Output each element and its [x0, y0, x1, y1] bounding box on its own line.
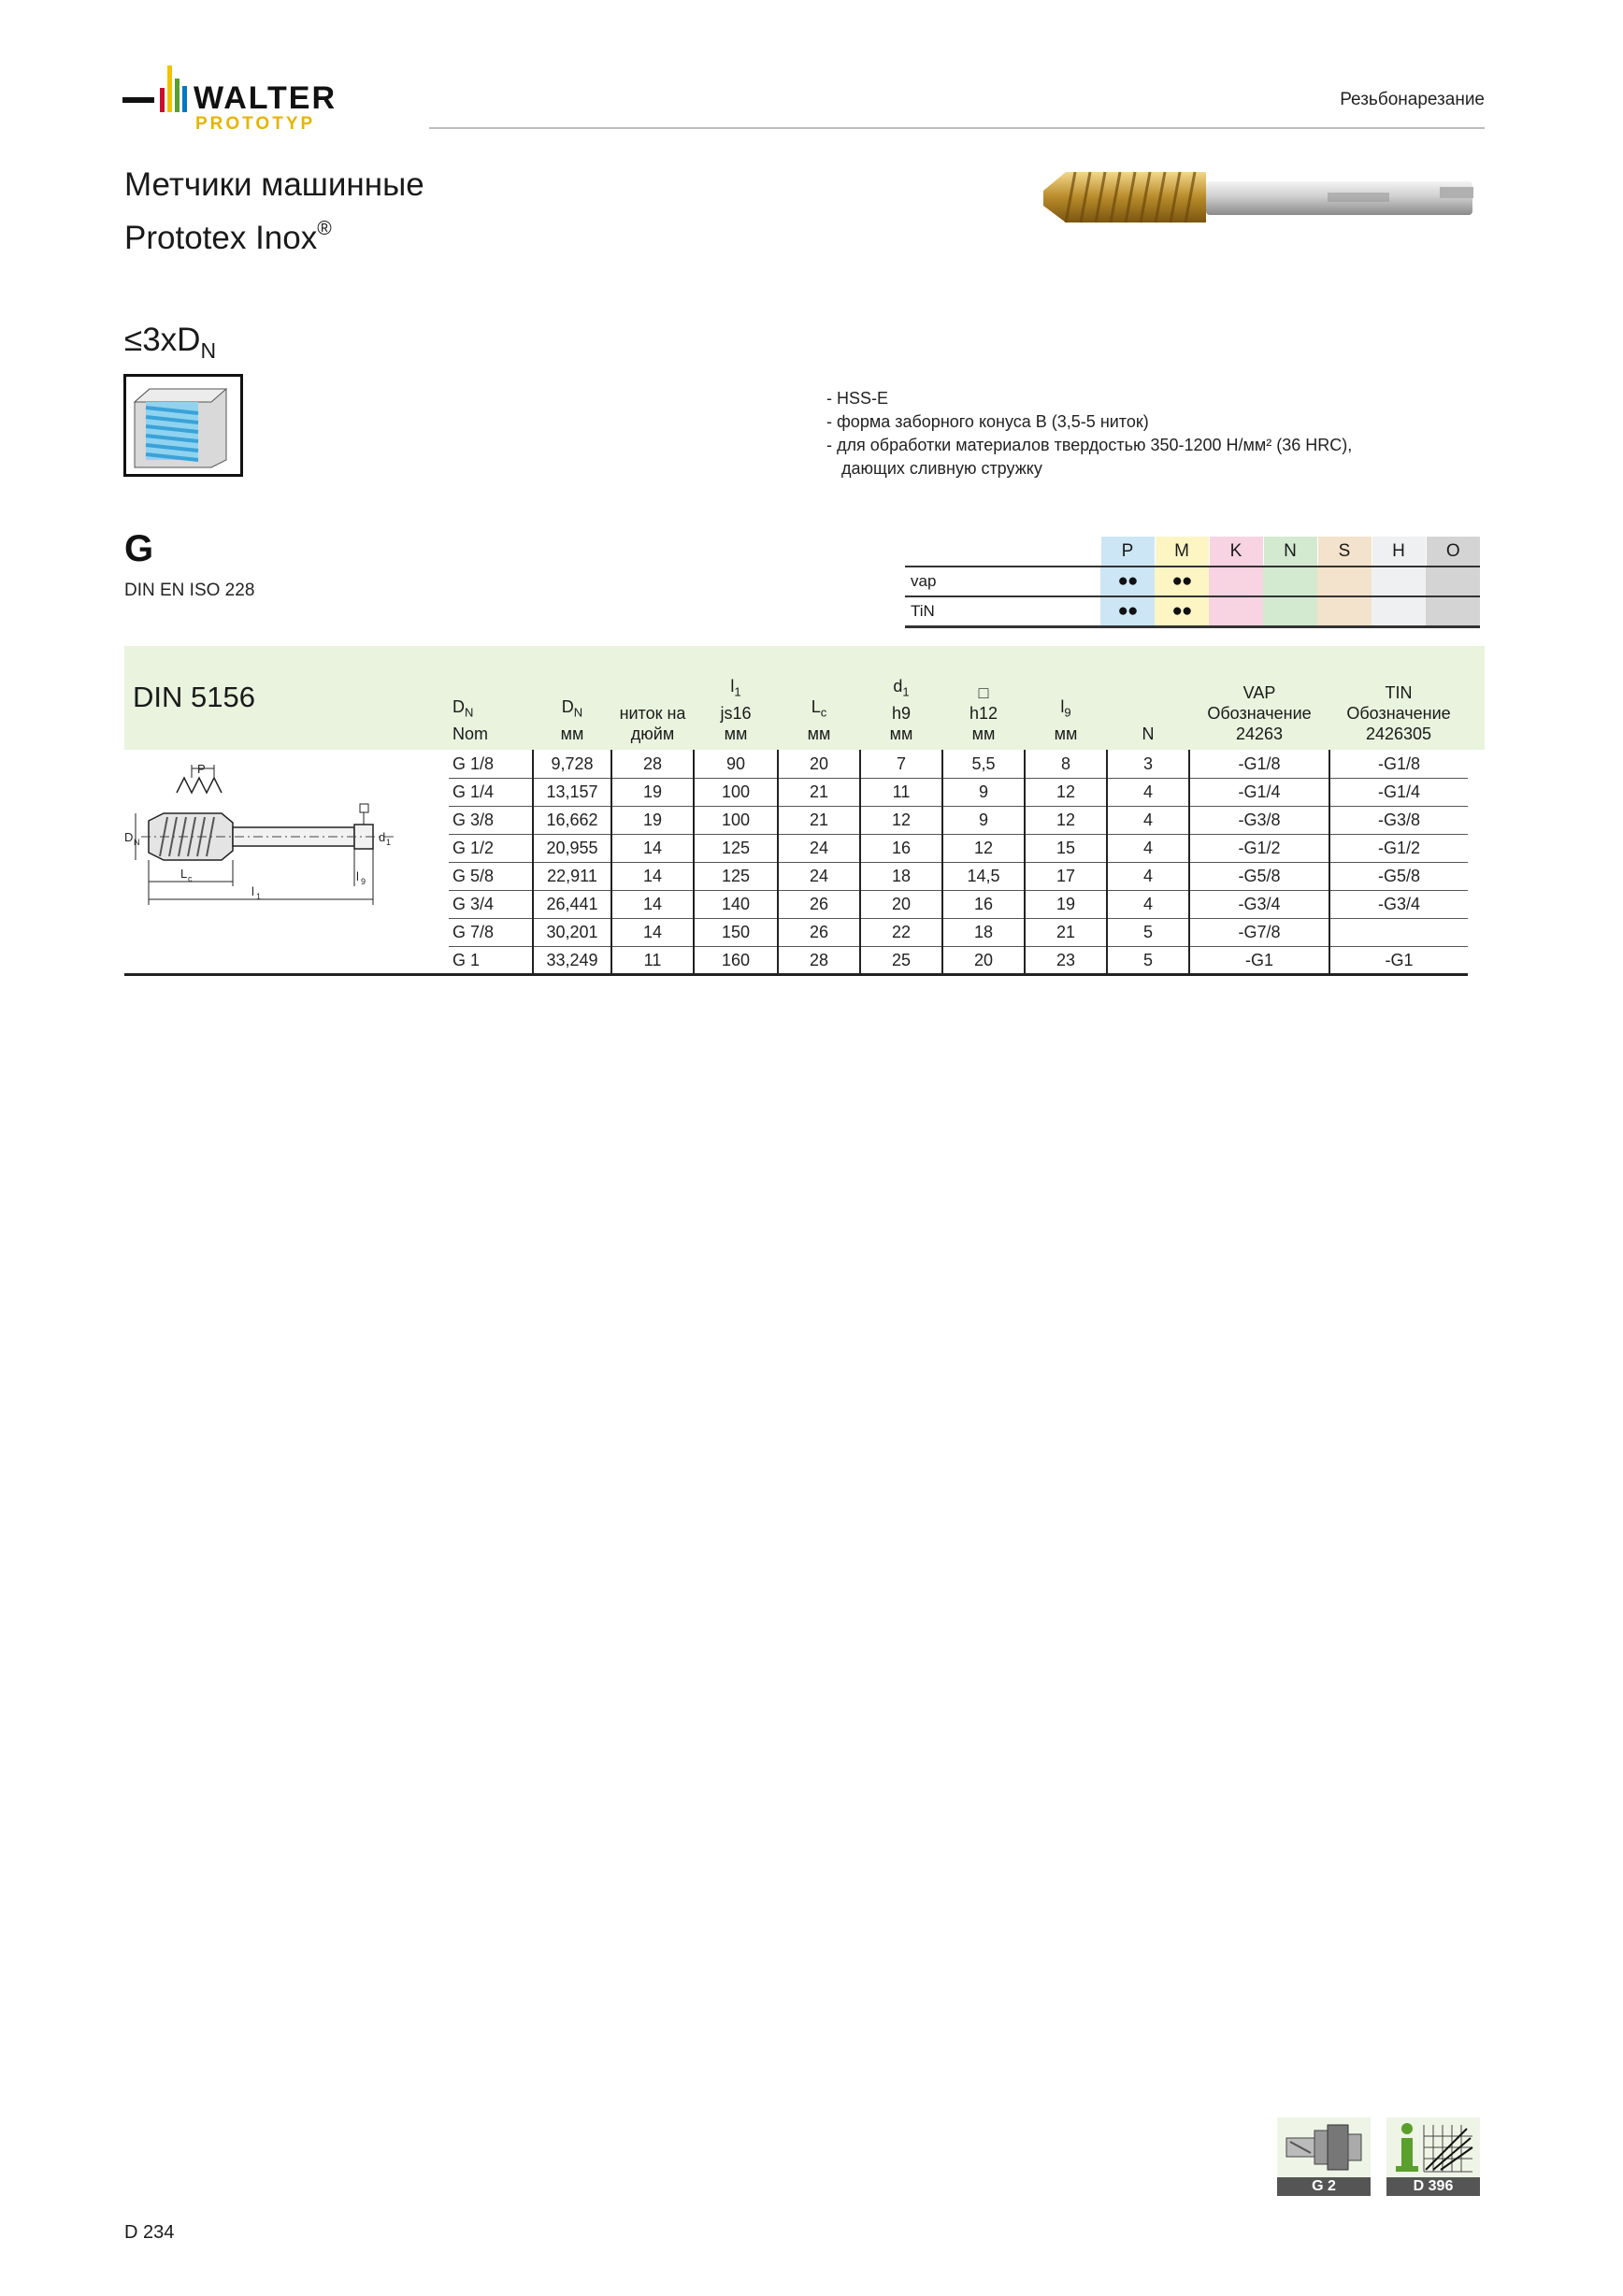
cell-l1: 125	[694, 834, 778, 862]
cell-lc: 26	[778, 890, 860, 918]
tap-dimension-diagram	[122, 755, 403, 924]
suitability-mark: ●●	[1155, 596, 1209, 626]
cell-lc: 24	[778, 862, 860, 890]
cell-sq: 20	[942, 946, 1025, 974]
cell-tin: -G3/4	[1329, 890, 1468, 918]
cell-l9: 15	[1025, 834, 1107, 862]
suitability-mark	[1372, 596, 1426, 626]
cell-vap: -G3/8	[1189, 806, 1329, 834]
depth-label: $\le 3xD_N$	[124, 322, 217, 363]
coating-label: TiN	[905, 596, 1100, 626]
col-vap: VAP Обозначение 24263	[1207, 683, 1312, 743]
col-tin: TIN Обозначение 2426305	[1346, 683, 1451, 743]
cell-n: 4	[1107, 862, 1189, 890]
cell-tin: -G5/8	[1329, 862, 1468, 890]
matrix-row	[905, 567, 1480, 596]
matrix-row	[905, 596, 1480, 626]
suitability-mark	[1426, 567, 1480, 596]
material-group-s: S	[1317, 537, 1372, 567]
cell-n: 5	[1107, 946, 1189, 974]
table-row	[449, 778, 1468, 806]
cell-nom: G 1/2	[449, 834, 533, 862]
din-standard-title: DIN 5156	[133, 681, 255, 713]
cell-sq: 14,5	[942, 862, 1025, 890]
cell-nom: G 1/8	[449, 750, 533, 778]
cell-dn: 13,157	[533, 778, 611, 806]
feature-item: - форма заборного конуса В (3,5-5 ниток)	[826, 410, 1406, 434]
cell-n: 4	[1107, 806, 1189, 834]
title-line-2: Prototex Inox®	[124, 218, 332, 256]
cell-l1: 90	[694, 750, 778, 778]
cell-l1: 100	[694, 806, 778, 834]
cell-l1: 150	[694, 918, 778, 946]
cell-sq: 9	[942, 806, 1025, 834]
svg-text:1: 1	[386, 838, 392, 847]
cell-nom: G 1/4	[449, 778, 533, 806]
feature-item: - HSS-E	[826, 387, 1406, 410]
material-group-h: H	[1372, 537, 1426, 567]
svg-text:N: N	[134, 838, 140, 847]
material-matrix	[905, 537, 1480, 628]
cell-tin: -G3/8	[1329, 806, 1468, 834]
cell-tpi: 14	[611, 890, 694, 918]
col-square: □ h12 мм	[969, 683, 998, 743]
matrix-corner	[905, 537, 1100, 567]
cell-lc: 21	[778, 806, 860, 834]
dimension-table	[449, 646, 1468, 976]
material-group-o: O	[1426, 537, 1480, 567]
suitability-mark: ●●	[1100, 596, 1155, 626]
cell-vap: -G3/4	[1189, 890, 1329, 918]
info-chart-icon	[1386, 2117, 1480, 2177]
reference-g2[interactable]	[1277, 2117, 1371, 2196]
suitability-mark: ●●	[1100, 567, 1155, 596]
cell-sq: 16	[942, 890, 1025, 918]
cell-tin: -G1	[1329, 946, 1468, 974]
cell-l1: 160	[694, 946, 778, 974]
cell-nom: G 1	[449, 946, 533, 974]
cell-sq: 12	[942, 834, 1025, 862]
cell-d1: 11	[860, 778, 942, 806]
reference-label: G 2	[1277, 2177, 1371, 2196]
material-group-p: P	[1100, 537, 1155, 567]
svg-text:P: P	[197, 762, 206, 776]
suitability-mark	[1263, 596, 1317, 626]
tap-product-image	[1038, 159, 1487, 234]
cell-l9: 19	[1025, 890, 1107, 918]
suitability-mark	[1209, 596, 1263, 626]
table-bottom-rule	[124, 973, 449, 976]
cell-vap: -G1/2	[1189, 834, 1329, 862]
cell-n: 4	[1107, 778, 1189, 806]
tap-holder-icon	[1277, 2117, 1371, 2177]
cell-n: 4	[1107, 890, 1189, 918]
cell-d1: 16	[860, 834, 942, 862]
cell-tin	[1329, 918, 1468, 946]
col-lc: $L_c$ мм	[807, 697, 831, 743]
cell-tpi: 11	[611, 946, 694, 974]
cell-n: 3	[1107, 750, 1189, 778]
cell-nom: G 3/4	[449, 890, 533, 918]
suitability-mark	[1426, 596, 1480, 626]
coating-label: vap	[905, 567, 1100, 596]
svg-text:L: L	[180, 867, 188, 881]
registered-mark: ®	[317, 218, 332, 239]
cell-d1: 25	[860, 946, 942, 974]
section-label: Резьбонарезание	[1340, 90, 1485, 109]
svg-text:9: 9	[361, 877, 366, 886]
suitability-mark	[1372, 567, 1426, 596]
table-row	[449, 750, 1468, 778]
cell-tpi: 19	[611, 806, 694, 834]
cell-dn: 20,955	[533, 834, 611, 862]
svg-text:1: 1	[256, 892, 262, 901]
col-n: N	[1142, 725, 1155, 743]
table-row	[449, 918, 1468, 946]
cell-lc: 26	[778, 918, 860, 946]
cell-l1: 125	[694, 862, 778, 890]
cell-dn: 9,728	[533, 750, 611, 778]
cell-d1: 12	[860, 806, 942, 834]
page-number: D 234	[124, 2222, 175, 2243]
header-divider	[429, 127, 1485, 129]
svg-text:d: d	[379, 830, 386, 844]
cell-dn: 22,911	[533, 862, 611, 890]
svg-text:PROTOTYP: PROTOTYP	[195, 114, 316, 133]
thread-type: G	[124, 528, 154, 569]
cell-sq: 9	[942, 778, 1025, 806]
cell-nom: G 5/8	[449, 862, 533, 890]
walter-prototyp-logo	[122, 58, 403, 133]
cell-lc: 28	[778, 946, 860, 974]
cell-l1: 100	[694, 778, 778, 806]
thread-standard: DIN EN ISO 228	[124, 581, 255, 600]
cell-lc: 20	[778, 750, 860, 778]
cell-tpi: 19	[611, 778, 694, 806]
table-row	[449, 946, 1468, 974]
col-d1: $d_1$ h9 мм	[889, 677, 913, 743]
cell-dn: 16,662	[533, 806, 611, 834]
reference-d396[interactable]	[1386, 2117, 1480, 2196]
cell-d1: 7	[860, 750, 942, 778]
material-group-n: N	[1263, 537, 1317, 567]
cell-nom: G 7/8	[449, 918, 533, 946]
svg-text:l: l	[251, 884, 254, 898]
cell-dn: 33,249	[533, 946, 611, 974]
svg-text:l: l	[356, 869, 359, 883]
cell-dn: 30,201	[533, 918, 611, 946]
cell-nom: G 3/8	[449, 806, 533, 834]
cell-tpi: 14	[611, 834, 694, 862]
cell-d1: 18	[860, 862, 942, 890]
cell-vap: -G1/8	[1189, 750, 1329, 778]
svg-text:WALTER: WALTER	[194, 80, 338, 116]
cell-d1: 20	[860, 890, 942, 918]
title-line-1: Метчики машинные	[124, 166, 424, 203]
cell-dn: 26,441	[533, 890, 611, 918]
col-tpi: ниток на дюйм	[619, 704, 686, 743]
cell-tpi: 14	[611, 862, 694, 890]
cell-l9: 21	[1025, 918, 1107, 946]
cell-tpi: 14	[611, 918, 694, 946]
cell-vap: -G5/8	[1189, 862, 1329, 890]
material-group-m: M	[1155, 537, 1209, 567]
cell-n: 5	[1107, 918, 1189, 946]
suitability-mark	[1209, 567, 1263, 596]
material-group-k: K	[1209, 537, 1263, 567]
suitability-mark	[1263, 567, 1317, 596]
cell-l9: 17	[1025, 862, 1107, 890]
cell-vap: -G1/4	[1189, 778, 1329, 806]
cell-l9: 23	[1025, 946, 1107, 974]
cell-tin: -G1/4	[1329, 778, 1468, 806]
feature-list	[826, 387, 1406, 481]
cell-l1: 140	[694, 890, 778, 918]
cell-l9: 12	[1025, 778, 1107, 806]
cell-tpi: 28	[611, 750, 694, 778]
cell-vap: -G7/8	[1189, 918, 1329, 946]
feature-item: - для обработки материалов твердостью 350-1200 Н/мм² (36 HRC), дающих сливную стружку	[826, 434, 1406, 481]
blind-hole-icon	[123, 374, 243, 477]
cell-tin: -G1/2	[1329, 834, 1468, 862]
cell-lc: 24	[778, 834, 860, 862]
product-title	[124, 163, 424, 260]
col-dn-mm: $D_N$ мм	[560, 697, 584, 743]
cell-tin: -G1/8	[1329, 750, 1468, 778]
reference-label: D 396	[1386, 2177, 1480, 2196]
suitability-mark: ●●	[1155, 567, 1209, 596]
cell-l9: 8	[1025, 750, 1107, 778]
table-row	[449, 890, 1468, 918]
col-dn-nom: $D_N$ Nom	[452, 697, 489, 743]
svg-text:c: c	[188, 874, 193, 883]
svg-text:D: D	[124, 830, 134, 844]
cell-l9: 12	[1025, 806, 1107, 834]
cell-sq: 18	[942, 918, 1025, 946]
col-l9: $l_9$ мм	[1054, 697, 1078, 743]
suitability-mark	[1317, 567, 1372, 596]
table-row	[449, 862, 1468, 890]
cell-n: 4	[1107, 834, 1189, 862]
table-row	[449, 834, 1468, 862]
col-l1: $l_1$ js16 мм	[720, 677, 752, 743]
cell-sq: 5,5	[942, 750, 1025, 778]
cell-vap: -G1	[1189, 946, 1329, 974]
suitability-mark	[1317, 596, 1372, 626]
table-row	[449, 806, 1468, 834]
cell-lc: 21	[778, 778, 860, 806]
cell-d1: 22	[860, 918, 942, 946]
